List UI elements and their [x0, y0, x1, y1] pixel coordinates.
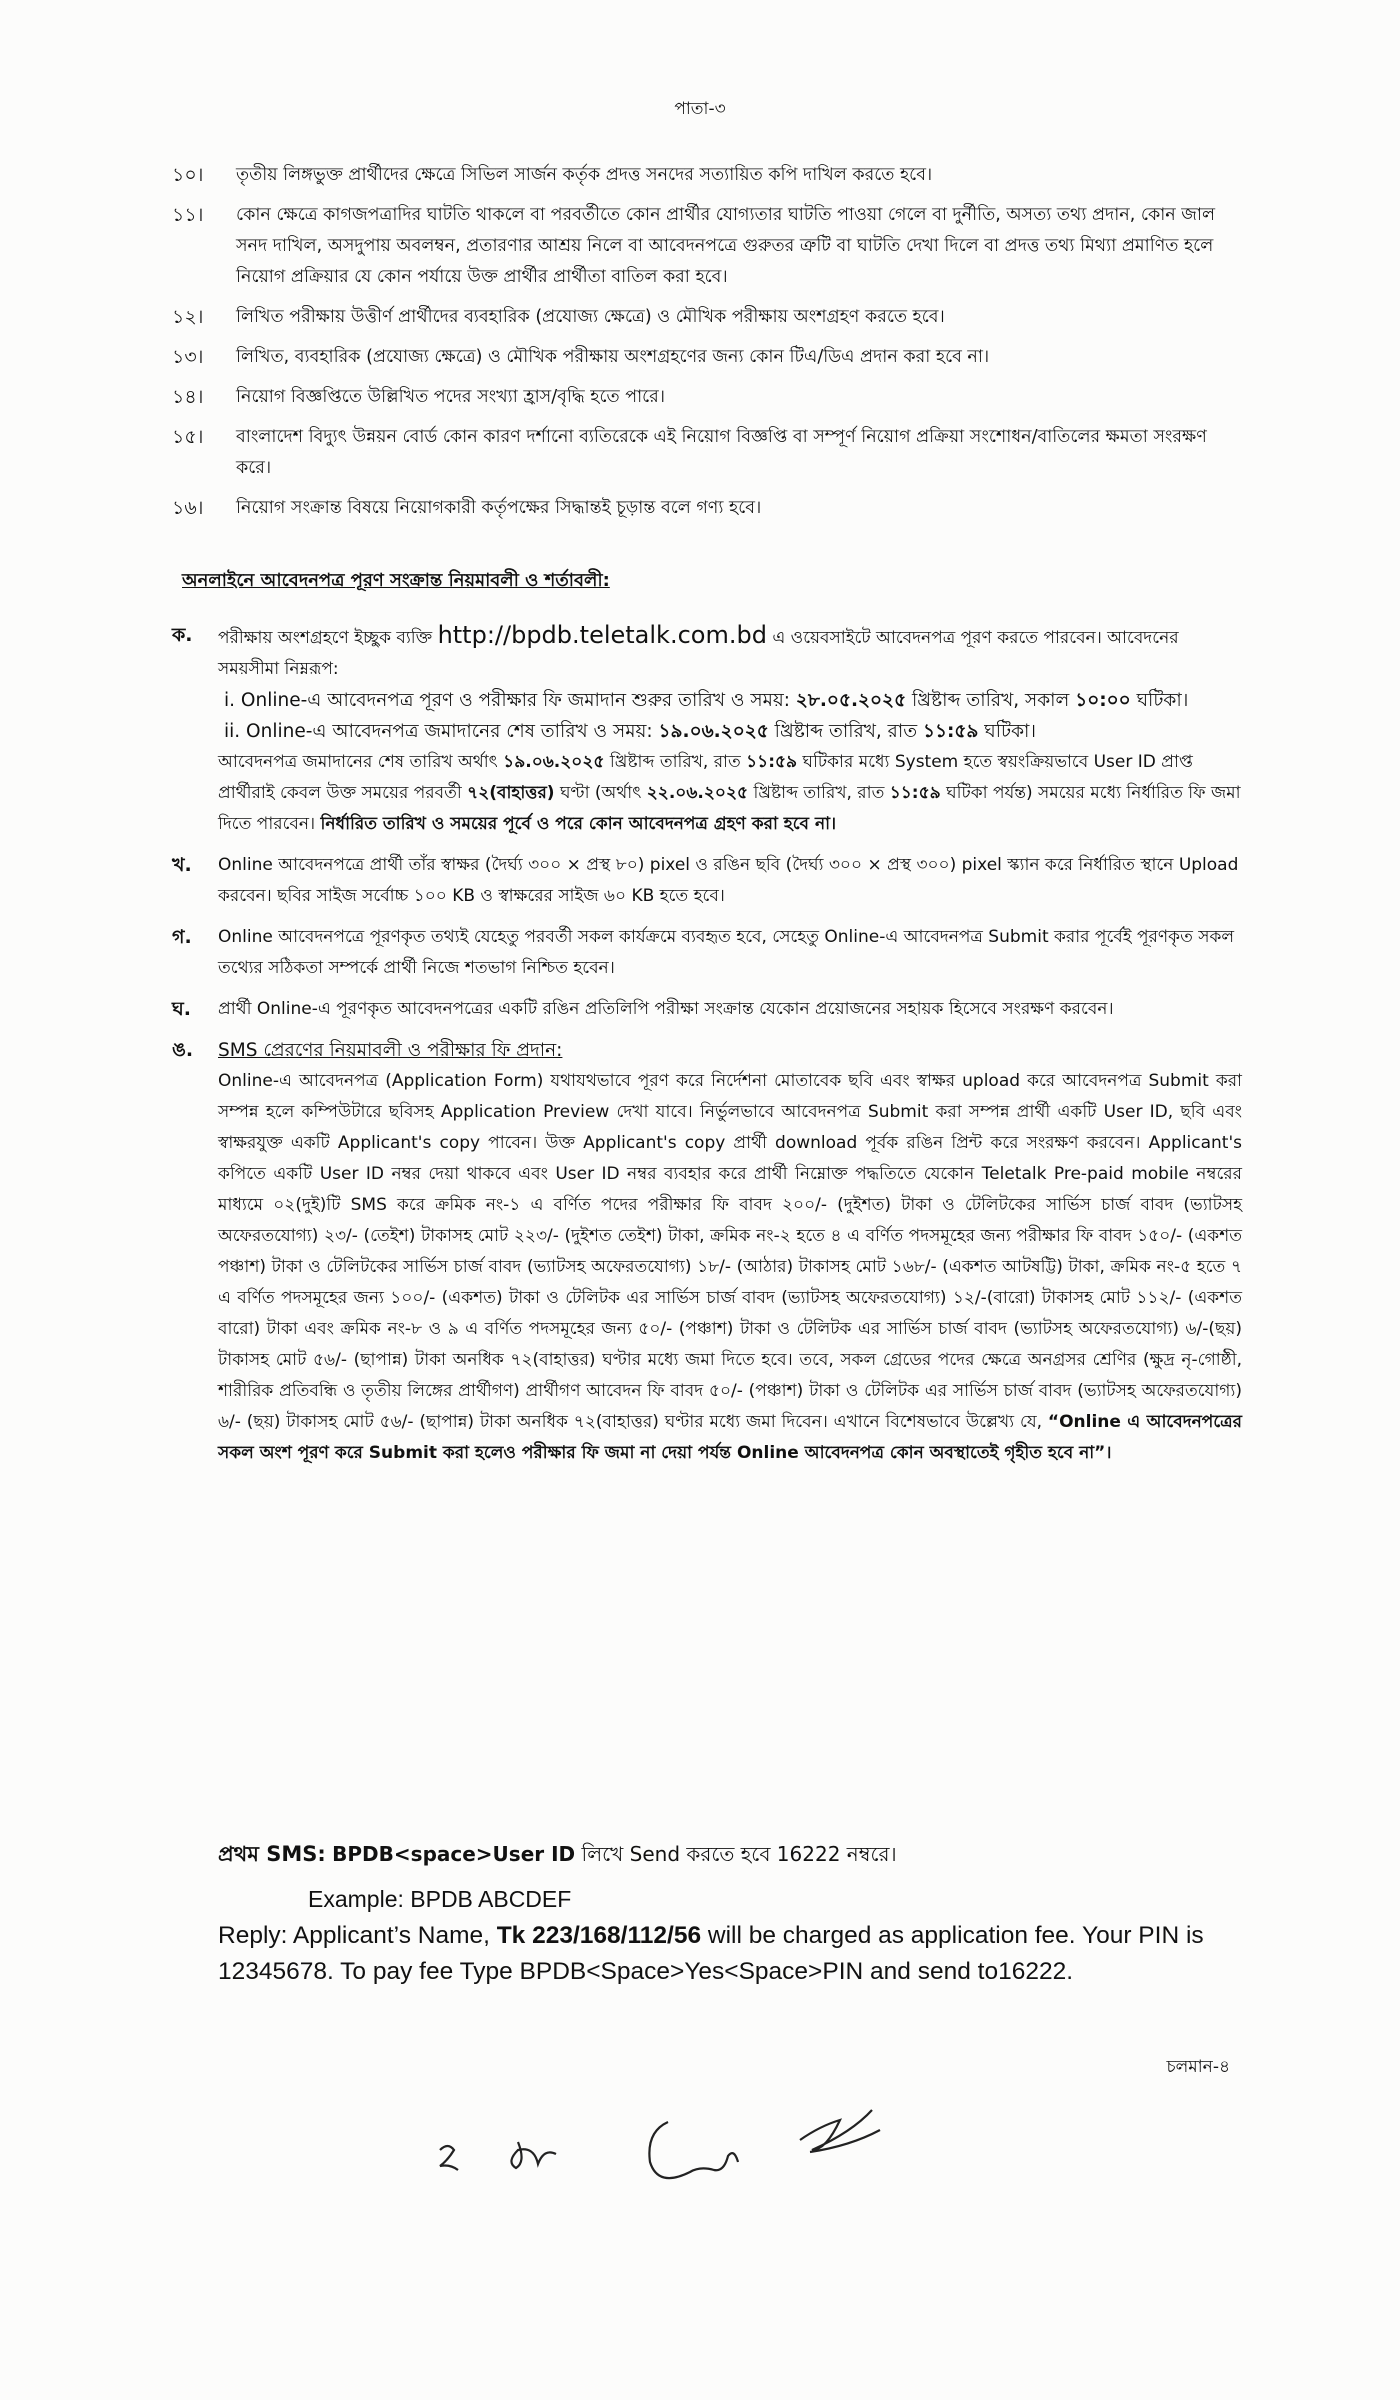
rule-text: বাংলাদেশ বিদ্যুৎ উন্নয়ন বোর্ড কোন কারণ দর্শানো ব্যতিরেকে এই নিয়োগ বিজ্ঞপ্তি বা সম্পূর্ণ নিয়োগ প্রক্রিয়া সংশোধন/বাতিলের ক্ষমতা সংরক্ষণ করে।	[236, 427, 1207, 478]
signatures-drawing	[400, 2080, 960, 2220]
item-body	[218, 620, 1242, 840]
start-date: ২৮.০৫.২০২৫	[795, 690, 907, 711]
condition-gha	[172, 994, 1242, 1025]
sms-paragraph: Online-এ আবেদনপত্র (Application Form) যথাযথভাবে পূরণ করে নির্দেশনা মোতাবেক ছবি এবং স্বাক্ষর upload করে আবেদনপত্র Submit করা সম্পন্ন হলে কম্পিউটারে ছবিসহ Application Preview দেখা যাবে। নির্ভুলভাবে আবেদনপত্র Submit করা সম্পন্ন প্রার্থী একটি User ID, ছবি এবং স্বাক্ষরযুক্ত একটি Applicant's copy পাবেন। উক্ত Applicant's copy প্রার্থী download পূর্বক রঙিন প্রিন্ট করে সংরক্ষণ করবেন। Applicant's কপিতে একটি User ID নম্বর দেয়া থাকবে এবং User ID নম্বর ব্যবহার করে প্রার্থী নিম্নোক্ত পদ্ধতিতে যেকোন Teletalk Pre-paid mobile নম্বরের মাধ্যমে ০২(দুই)টি SMS করে ক্রমিক নং-১ এ বর্ণিত পদের পরীক্ষার ফি বাবদ ২০০/- (দুইশত) টাকা ও টেলিটকের সার্ভিস চার্জ বাবদ (ভ্যাটসহ অফেরতযোগ্য) ২৩/- (তেইশ) টাকাসহ মোট ২২৩/- (দুইশত তেইশ) টাকা, ক্রমিক নং-২ হতে ৪ এ বর্ণিত পদসমূহের জন্য পরীক্ষার ফি বাবদ ১৫০/- (একশত পঞ্চাশ) টাকা ও টেলিটকের সার্ভিস চার্জ বাবদ (ভ্যাটসহ অফেরতযোগ্য) ১৮/- (আঠার) টাকাসহ মোট ১৬৮/- (একশত আটষট্টি) টাকা, ক্রমিক নং-৫ হতে ৭ এ বর্ণিত পদসমূহের জন্য ১০০/- (একশত) টাকা ও টেলিটক এর সার্ভিস চার্জ বাবদ (ভ্যাটসহ অফেরতযোগ্য) ১২/-(বারো) টাকাসহ মোট ১১২/- (একশত বারো) টাকা এবং ক্রমিক নং-৮ ও ৯ এ বর্ণিত পদসমূহের জন্য ৫০/- (পঞ্চাশ) টাকা ও টেলিটক এর সার্ভিস চার্জ বাবদ (ভ্যাটসহ অফেরতযোগ্য) ৬/-(ছয়) টাকাসহ মোট ৫৬/- (ছাপান্ন) টাকা অনধিক ৭২(বাহাত্তর) ঘণ্টার মধ্যে জমা দিতে হবে। তবে, সকল গ্রেডের পদের ক্ষেত্রে অনগ্রসর শ্রেণির (ক্ষুদ্র নৃ-গোষ্ঠী, শারীরিক প্রতিবন্ধি ও তৃতীয় লিঙ্গের প্রার্থীগণ) প্রার্থীগণ আবেদন ফি বাবদ ৫০/- (পঞ্চাশ) টাকা ও টেলিটক এর সার্ভিস চার্জ বাবদ (ভ্যাটসহ অফেরতযোগ্য) ৬/- (ছয়) টাকাসহ মোট ৫৬/- (ছাপান্ন) টাকা অনধিক ৭২(বাহাত্তর) ঘণ্টার মধ্যে জমা দিবেন। এখানে বিশেষভাবে উল্লেখ্য যে,	[218, 1071, 1242, 1432]
list-item	[172, 493, 1242, 524]
note-time2: ১১:৫৯	[889, 783, 941, 803]
note-warning: নির্ধারিত তারিখ ও সময়ের পূর্বে ও পরে কোন আবেদনপত্র গ্রহণ করা হবে না।	[320, 814, 837, 834]
list-item	[172, 200, 1242, 293]
signature-3	[649, 2122, 738, 2178]
end-date-tail: খ্রিষ্টাব্দ তারিখ, রাত	[774, 721, 918, 742]
signatures	[400, 2080, 960, 2220]
first-sms-tail: লিখে Send করতে হবে 16222 নম্বরে।	[581, 1842, 897, 1866]
note-hours: ৭২(বাহাত্তর)	[467, 783, 555, 803]
end-date: ১৯.০৬.২০২৫	[658, 721, 769, 742]
rule-text: নিয়োগ বিজ্ঞপ্তিতে উল্লিখিত পদের সংখ্যা হ্রাস/বৃদ্ধি হতে পারে।	[236, 387, 666, 407]
rule-number: ১১।	[172, 204, 204, 226]
rule-text: নিয়োগ সংক্রান্ত বিষয়ে নিয়োগকারী কর্তৃপক্ষের সিদ্ধান্তই চূড়ান্ত বলে গণ্য হবে।	[236, 498, 762, 518]
rule-number: ১৩।	[172, 346, 204, 368]
note-f: ঘটিকা পর্যন্ত) সময়ের মধ্যে নির্ধারিত ফি জমা দিতে পারবেন।	[218, 783, 1241, 834]
rule-text: লিখিত, ব্যবহারিক (প্রযোজ্য ক্ষেত্রে) ও মৌখিক পরীক্ষায় অংশগ্রহণের জন্য কোন টিএ/ডিএ প্রদান করা হবে না।	[236, 347, 990, 367]
ga-text: Online আবেদনপত্রে পূরণকৃত তথ্যই যেহেতু পরবর্তী সকল কার্যক্রমে ব্যবহৃত হবে, সেহেতু Online-এ আবেদনপত্র Submit করার পূর্বেই পূরণকৃত সকল তথ্যের সঠিকতা সম্পর্কে প্রার্থী নিজে শতভাগ নিশ্চিত হবেন।	[218, 927, 1235, 978]
condition-ka	[172, 620, 1242, 840]
section-title: অনলাইনে আবেদনপত্র পূরণ সংক্রান্ত নিয়মাবলী ও শর্তাবলী:	[182, 570, 610, 591]
item-label: ঙ.	[172, 1039, 194, 1061]
start-date-text: i. Online-এ আবেদনপত্র পূরণ ও পরীক্ষার ফি জমাদান শুরুর তারিখ ও সময়:	[224, 690, 790, 711]
kha-text: Online আবেদনপত্রে প্রার্থী তাঁর স্বাক্ষর (দৈর্ঘ্য ৩০০ × প্রস্থ ৮০) pixel ও রঙিন ছবি (দৈর্ঘ্য ৩০০ × প্রস্থ ৩০০) pixel স্ক্যান করে নির্ধারিত স্থানে Upload করবেন। ছবির সাইজ সর্বোচ্চ ১০০ KB ও স্বাক্ষরের সাইজ ৬০ KB হতে হবে।	[218, 855, 1239, 906]
condition-kha	[172, 850, 1242, 912]
note-date: ১৯.০৬.২০২৫	[503, 752, 605, 772]
start-time: ১০:০০	[1075, 690, 1131, 711]
item-body	[218, 994, 1242, 1025]
item-label: ক.	[172, 624, 193, 646]
rule-number: ১০।	[172, 164, 204, 186]
rule-text: কোন ক্ষেত্রে কাগজপত্রাদির ঘাটতি থাকলে বা পরবর্তীতে কোন প্রার্থীর যোগ্যতার ঘাটতি পাওয়া গেলে বা দুর্নীতি, অসত্য তথ্য প্রদান, কোন জাল সনদ দাখিল, অসদুপায় অবলম্বন, প্রতারণার আশ্রয় নিলে বা আবেদনপত্রে গুরুতর ত্রুটি বা ঘাটতি দেখা দিলে বা প্রদত্ত তথ্য মিথ্যা প্রমাণিত হলে নিয়োগ প্রক্রিয়ার যে কোন পর্যায়ে উক্ত প্রার্থীর প্রার্থীতা বাতিল করা হবে।	[236, 205, 1216, 287]
reply-pre: Reply: Applicant’s Name,	[218, 1922, 490, 1949]
sms-title: SMS প্রেরণের নিয়মাবলী ও পরীক্ষার ফি প্রদান:	[218, 1040, 563, 1061]
signature-2	[511, 2142, 556, 2168]
note-b: খ্রিষ্টাব্দ তারিখ, রাত	[609, 752, 741, 772]
item-body	[218, 850, 1242, 912]
item-label: গ.	[172, 926, 192, 948]
end-end: ঘটিকা।	[984, 721, 1037, 742]
first-sms-code: BPDB<space>User ID	[332, 1842, 576, 1866]
ka-pre: পরীক্ষায় অংশগ্রহণে ইচ্ছুক ব্যক্তি	[218, 628, 433, 648]
list-item	[172, 422, 1242, 484]
list-item	[172, 302, 1242, 333]
continued-marker: চলমান-৪	[1166, 2057, 1230, 2077]
signature-1	[440, 2146, 458, 2170]
rule-text: তৃতীয় লিঙ্গভুক্ত প্রার্থীদের ক্ষেত্রে সিভিল সার্জন কর্তৃক প্রদত্ত সনদের সত্যায়িত কপি দাখিল করতে হবে।	[236, 165, 933, 185]
rule-number: ১৬।	[172, 497, 204, 519]
sms-quote: “Online এ আবেদনপত্রের সকল অংশ পূরণ করে Submit করা হলেও পরীক্ষার ফি জমা না দেয়া পর্যন্ত Online আবেদনপত্র কোন অবস্থাতেই গৃহীত হবে না”।	[218, 1412, 1242, 1463]
end-time: ১১:৫৯	[922, 721, 979, 742]
item-body	[218, 1035, 1242, 1469]
reply-amount: Tk 223/168/112/56	[496, 1922, 702, 1949]
condition-uma	[172, 1035, 1242, 1469]
note-e: খ্রিষ্টাব্দ তারিখ, রাত	[753, 783, 885, 803]
rule-number: ১৫।	[172, 426, 204, 448]
item-label: খ.	[172, 854, 192, 876]
rules-list	[172, 160, 1242, 533]
item-body	[218, 922, 1242, 984]
first-sms-line	[218, 1836, 1248, 1872]
rule-number: ১২।	[172, 306, 204, 328]
condition-ga	[172, 922, 1242, 984]
note-c: ঘটিকার মধ্যে System হতে স্বয়ংক্রিয়ভাবে User ID প্রাপ্ত প্রার্থীরাই কেবল উক্ত সময়ের পরবর্তী	[218, 752, 1193, 803]
note-date2: ২২.০৬.২০২৫	[646, 783, 749, 803]
list-item	[172, 342, 1242, 373]
signature-4	[800, 2110, 880, 2152]
end-date-text: ii. Online-এ আবেদনপত্র জমাদানের শেষ তারিখ ও সময়:	[224, 721, 653, 742]
start-date-tail: খ্রিষ্টাব্দ তারিখ, সকাল	[911, 690, 1070, 711]
page-number: পাতা-৩	[674, 99, 726, 119]
item-label: ঘ.	[172, 998, 191, 1020]
ka-post: এ ওয়েবসাইটে আবেদনপত্র পূরণ করতে পারবেন। আবেদনের সময়সীমা নিম্নরূপ:	[218, 628, 1179, 679]
note-time: ১১:৫৯	[746, 752, 798, 772]
note-a: আবেদনপত্র জমাদানের শেষ তারিখ অর্থাৎ	[218, 752, 498, 772]
list-item	[172, 382, 1242, 413]
note-d: ঘণ্টা (অর্থাৎ	[559, 783, 642, 803]
start-end: ঘটিকা।	[1136, 690, 1189, 711]
gha-text: প্রার্থী Online-এ পূরণকৃত আবেদনপত্রের একটি রঙিন প্রতিলিপি পরীক্ষা সংক্রান্ত যেকোন প্রয়োজনের সহায়ক হিসেবে সংরক্ষণ করবেন।	[218, 999, 1114, 1019]
sms-example: Example: BPDB ABCDEF	[308, 1886, 572, 1912]
first-sms-label: প্রথম SMS:	[218, 1842, 326, 1866]
first-sms-block	[218, 1836, 1248, 1990]
rule-text: লিখিত পরীক্ষায় উত্তীর্ণ প্রার্থীদের ব্যবহারিক (প্রযোজ্য ক্ষেত্রে) ও মৌখিক পরীক্ষায় অংশগ্রহণ করতে হবে।	[236, 307, 945, 327]
rule-number: ১৪।	[172, 386, 204, 408]
website-link[interactable]: http://bpdb.teletalk.com.bd	[437, 621, 767, 649]
conditions-list	[172, 620, 1242, 1479]
sms-reply	[218, 1918, 1248, 1990]
list-item	[172, 160, 1242, 191]
reply-post: will be charged as application fee. Your PIN is 12345678. To pay fee Type BPDB<Space>Yes<Space>PIN and send to16222.	[218, 1922, 1204, 1985]
